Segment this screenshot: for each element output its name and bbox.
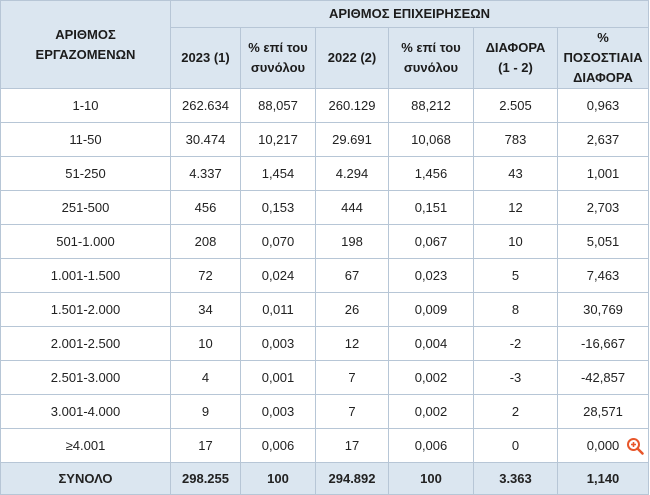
cell-2022: 29.691	[316, 123, 389, 157]
col-header-pct-2022-text: % επί του συνόλου	[401, 40, 461, 75]
cell-pct-2023: 0,070	[241, 225, 316, 259]
cell-pct-2022: 0,006	[389, 429, 474, 463]
group-title-text: ΑΡΙΘΜΟΣ ΕΠΙΧΕΙΡΗΣΕΩΝ	[328, 6, 491, 21]
cell-2023: 10	[171, 327, 241, 361]
cell-pct-difference: 0,000	[558, 429, 649, 463]
table-header	[1, 1, 649, 89]
table-row	[1, 259, 649, 293]
cell-pct-2023: 10,217	[241, 123, 316, 157]
cell-pct-2023: 0,011	[241, 293, 316, 327]
cell-2022: 7	[316, 361, 389, 395]
table-row	[1, 327, 649, 361]
cell-pct-2023: 0,001	[241, 361, 316, 395]
cell-pct-2023: 0,003	[241, 327, 316, 361]
zoom-in-icon-graphic	[626, 437, 644, 455]
cell-size-band: 501-1.000	[1, 225, 171, 259]
cell-difference: 8	[474, 293, 558, 327]
cell-pct-2023: 0,003	[241, 395, 316, 429]
cell-pct-2023: 88,057	[241, 89, 316, 123]
table-row	[1, 361, 649, 395]
cell-pct-difference: -16,667	[558, 327, 649, 361]
total-pct-difference: 1,140	[558, 463, 649, 495]
cell-pct-difference: 0,963	[558, 89, 649, 123]
cell-pct-difference: 7,463	[558, 259, 649, 293]
cell-size-band: 251-500	[1, 191, 171, 225]
table-body	[1, 89, 649, 495]
table-row	[1, 191, 649, 225]
group-title-header	[171, 1, 649, 28]
cell-pct-2023: 1,454	[241, 157, 316, 191]
row-label-text: ΑΡΙΘΜΟΣ ΕΡΓΑΖΟΜΕΝΩΝ	[35, 26, 136, 62]
total-2022: 294.892	[316, 463, 389, 495]
cell-2023: 17	[171, 429, 241, 463]
cell-pct-2022: 10,068	[389, 123, 474, 157]
table-row	[1, 123, 649, 157]
table-row	[1, 157, 649, 191]
cell-difference: -3	[474, 361, 558, 395]
col-header-difference	[474, 28, 558, 89]
table-row	[1, 395, 649, 429]
cell-2022: 12	[316, 327, 389, 361]
cell-size-band: ≥4.001	[1, 429, 171, 463]
cell-pct-difference: -42,857	[558, 361, 649, 395]
col-header-2023	[171, 28, 241, 89]
col-header-pct-difference	[558, 28, 649, 89]
cell-2022: 260.129	[316, 89, 389, 123]
cell-2023: 262.634	[171, 89, 241, 123]
cell-2023: 208	[171, 225, 241, 259]
cell-2023: 9	[171, 395, 241, 429]
cell-pct-2022: 88,212	[389, 89, 474, 123]
cell-2022: 444	[316, 191, 389, 225]
cell-pct-2022: 0,004	[389, 327, 474, 361]
col-header-pct-difference-text: % ΠΟΣΟΣΤΙΑΙΑ ΔΙΑΦΟΡΑ	[563, 30, 643, 85]
cell-2023: 456	[171, 191, 241, 225]
table-row	[1, 293, 649, 327]
cell-difference: 5	[474, 259, 558, 293]
cell-2022: 4.294	[316, 157, 389, 191]
cell-size-band: 2.001-2.500	[1, 327, 171, 361]
cell-pct-2023: 0,006	[241, 429, 316, 463]
cell-2022: 67	[316, 259, 389, 293]
table-row	[1, 429, 649, 463]
cell-pct-difference: 28,571	[558, 395, 649, 429]
cell-pct-2022: 0,009	[389, 293, 474, 327]
cell-difference: 12	[474, 191, 558, 225]
cell-pct-difference: 2,637	[558, 123, 649, 157]
cell-difference: 783	[474, 123, 558, 157]
table-row	[1, 89, 649, 123]
cell-2023: 72	[171, 259, 241, 293]
cell-size-band: 3.001-4.000	[1, 395, 171, 429]
cell-pct-2023: 0,153	[241, 191, 316, 225]
cell-size-band: 1.001-1.500	[1, 259, 171, 293]
cell-pct-2022: 0,002	[389, 361, 474, 395]
cell-difference: 0	[474, 429, 558, 463]
col-header-difference-text: ΔΙΑΦΟΡΑ (1 - 2)	[485, 40, 546, 75]
cell-difference: 43	[474, 157, 558, 191]
cell-pct-2022: 0,151	[389, 191, 474, 225]
cell-difference: 2	[474, 395, 558, 429]
total-difference: 3.363	[474, 463, 558, 495]
total-pct-2022: 100	[389, 463, 474, 495]
cell-size-band: 51-250	[1, 157, 171, 191]
cell-2022: 17	[316, 429, 389, 463]
cell-2022: 198	[316, 225, 389, 259]
cell-difference: 10	[474, 225, 558, 259]
total-row	[1, 463, 649, 495]
col-header-pct-2023-text: % επί του συνόλου	[248, 40, 308, 75]
col-header-pct-2022	[389, 28, 474, 89]
zoom-in-icon[interactable]	[626, 437, 644, 455]
table-row	[1, 225, 649, 259]
cell-2022: 7	[316, 395, 389, 429]
col-header-2023-text: 2023 (1)	[181, 50, 230, 65]
cell-2022: 26	[316, 293, 389, 327]
cell-size-band: 11-50	[1, 123, 171, 157]
cell-pct-2022: 0,002	[389, 395, 474, 429]
cell-2023: 34	[171, 293, 241, 327]
cell-pct-2023: 0,024	[241, 259, 316, 293]
cell-pct-2022: 1,456	[389, 157, 474, 191]
cell-difference: 2.505	[474, 89, 558, 123]
cell-pct-difference: 2,703	[558, 191, 649, 225]
cell-difference: -2	[474, 327, 558, 361]
cell-pct-difference: 30,769	[558, 293, 649, 327]
total-label: ΣΥΝΟΛΟ	[1, 463, 171, 495]
row-label-header	[1, 1, 171, 89]
col-header-2022	[316, 28, 389, 89]
col-header-2022-text: 2022 (2)	[327, 50, 377, 65]
cell-pct-2022: 0,067	[389, 225, 474, 259]
cell-size-band: 1.501-2.000	[1, 293, 171, 327]
cell-2023: 4.337	[171, 157, 241, 191]
cell-pct-difference: 5,051	[558, 225, 649, 259]
cell-pct-2022: 0,023	[389, 259, 474, 293]
total-pct-2023: 100	[241, 463, 316, 495]
total-2023: 298.255	[171, 463, 241, 495]
cell-size-band: 1-10	[1, 89, 171, 123]
cell-2023: 4	[171, 361, 241, 395]
cell-pct-difference: 1,001	[558, 157, 649, 191]
cell-size-band: 2.501-3.000	[1, 361, 171, 395]
cell-2023: 30.474	[171, 123, 241, 157]
col-header-pct-2023	[241, 28, 316, 89]
